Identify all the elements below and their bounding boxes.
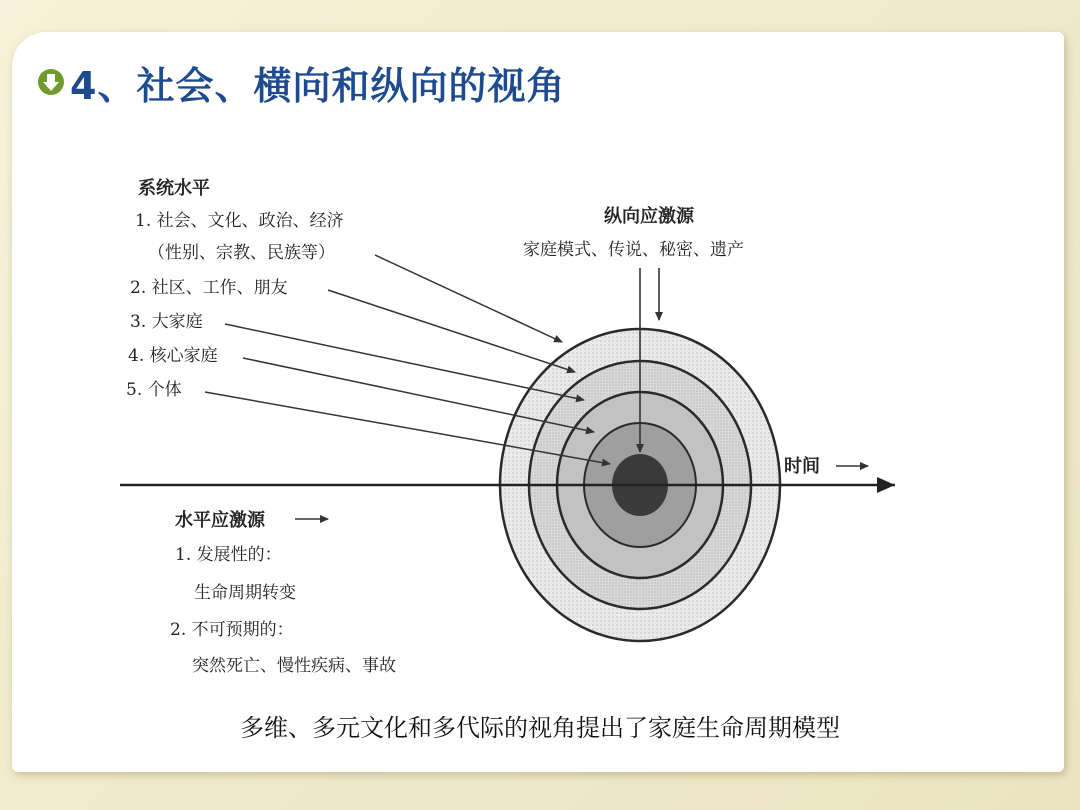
- system-levels-heading: 系统水平: [138, 178, 210, 199]
- pointer-level-3: [225, 324, 584, 400]
- slide-title: 4、社会、横向和纵向的视角: [70, 63, 566, 108]
- system-level-2: 2. 社区、工作、朋友: [130, 278, 288, 298]
- horizontal-stressor-1-detail: 生命周期转变: [194, 583, 296, 603]
- horizontal-stressors-heading: 水平应激源: [175, 510, 265, 531]
- system-level-5: 5. 个体: [126, 380, 182, 400]
- system-level-1-line1: 1. 社会、文化、政治、经济: [135, 211, 344, 231]
- time-label: 时间: [784, 456, 820, 477]
- slide-caption: 多维、多元文化和多代际的视角提出了家庭生命周期模型: [240, 714, 840, 742]
- vertical-stressors-items: 家庭模式、传说、秘密、遗产: [523, 240, 744, 260]
- system-level-3: 3. 大家庭: [130, 312, 203, 332]
- vertical-stressors-heading: 纵向应激源: [604, 206, 694, 227]
- system-level-4: 4. 核心家庭: [128, 346, 218, 366]
- pointer-level-1: [375, 255, 562, 342]
- system-level-1-line2: （性别、宗教、民族等）: [148, 243, 335, 263]
- horizontal-stressor-1-label: 1. 发展性的：: [175, 545, 282, 565]
- horizontal-stressor-2-label: 2. 不可预期的：: [170, 620, 294, 640]
- horizontal-stressor-2-detail: 突然死亡、慢性疾病、事故: [192, 656, 396, 676]
